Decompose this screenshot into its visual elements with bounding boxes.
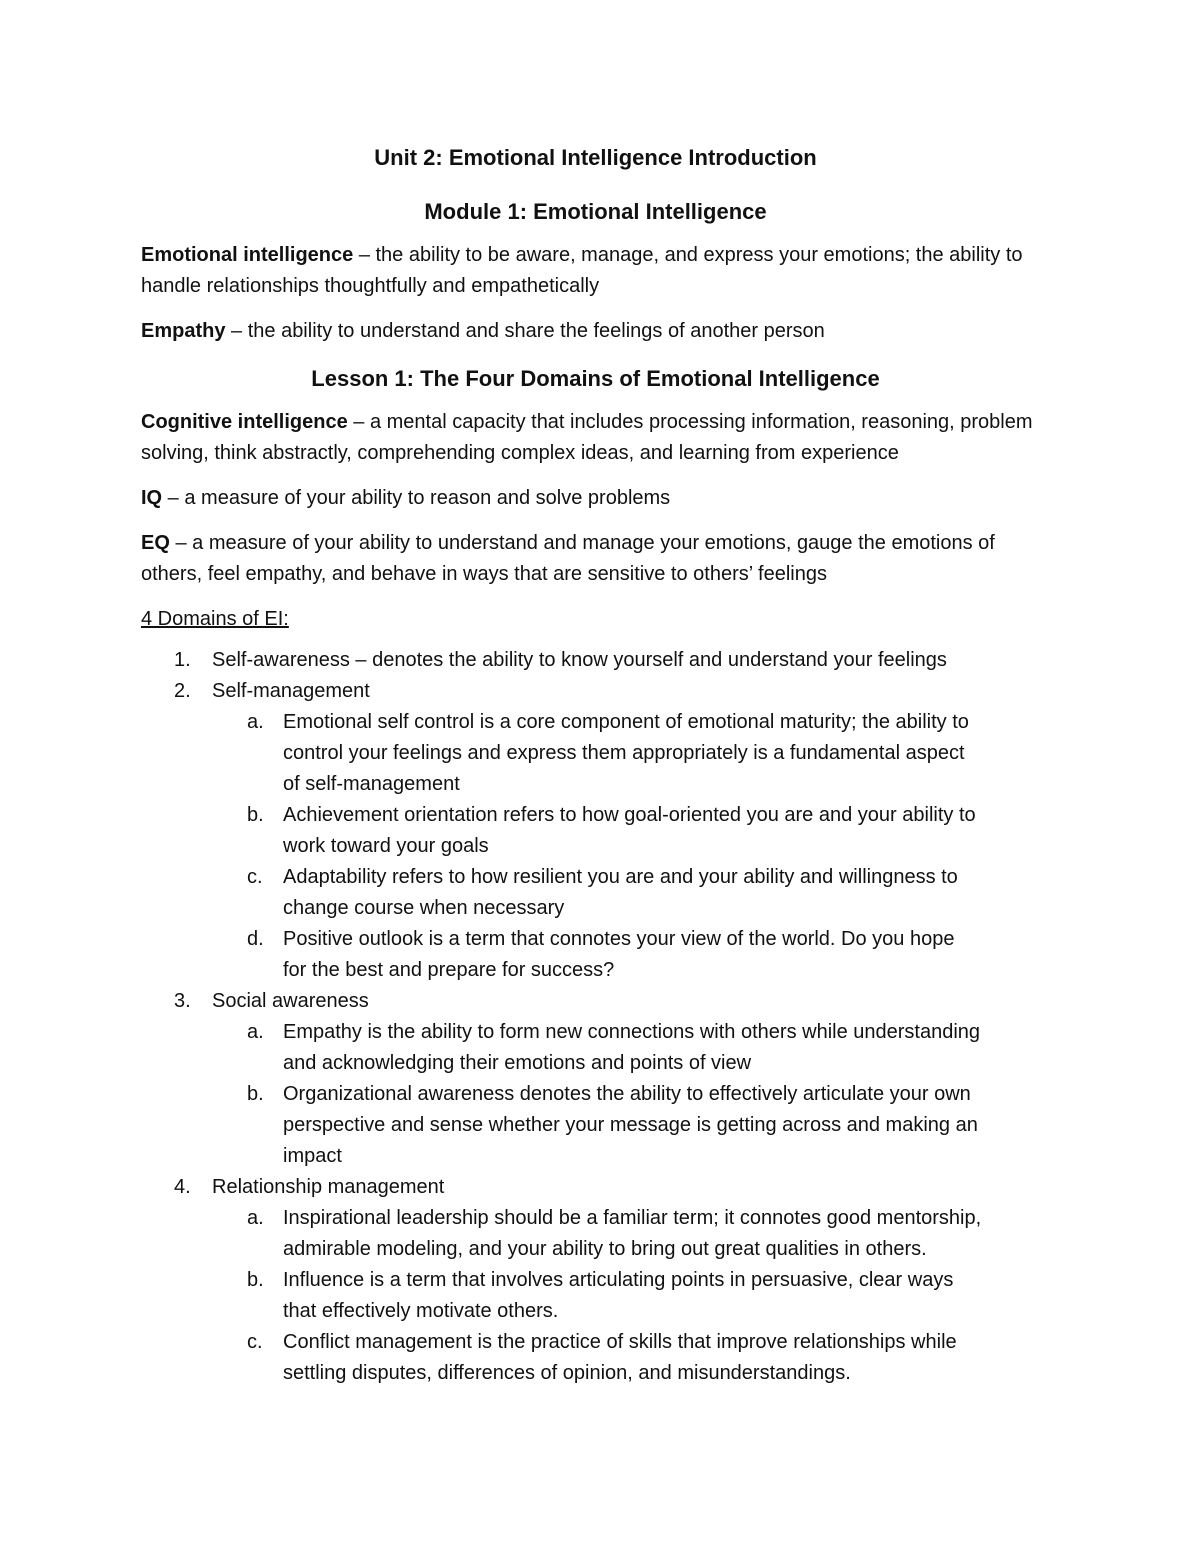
definition-term: Cognitive intelligence: [141, 411, 348, 433]
definition-term: IQ: [141, 487, 163, 509]
list-letter: a.: [247, 1207, 264, 1229]
definition-term: Emotional intelligence: [141, 244, 354, 266]
domain-item: [141, 1172, 1050, 1389]
domains-list: [141, 645, 1050, 1389]
domain-text: Relationship management: [212, 1176, 445, 1198]
definition-term: Empathy: [141, 320, 226, 342]
sub-item: [212, 1327, 983, 1389]
sub-list: [212, 1203, 1050, 1389]
definition-text: – the ability to be aware, manage, and express your emotions; the ability to handle relationships thoughtfully and empathetically: [141, 244, 1023, 297]
sub-item: [212, 1079, 983, 1172]
sub-item-text: Empathy is the ability to form new connections with others while understanding and acknowledging their emotions and points of view: [283, 1021, 981, 1074]
sub-item-text: Organizational awareness denotes the ability to effectively articulate your own perspective and sense whether your message is getting across and making an impact: [283, 1083, 978, 1167]
list-number: 3.: [174, 990, 191, 1012]
list-letter: c.: [247, 1331, 263, 1353]
list-letter: b.: [247, 1083, 264, 1105]
definition-eq: [141, 528, 1056, 590]
definition-empathy: [141, 316, 1056, 347]
list-number: 4.: [174, 1176, 191, 1198]
sub-item: [212, 862, 983, 924]
sub-list: [212, 707, 1050, 986]
sub-item: [212, 1017, 983, 1079]
sub-list: [212, 1017, 1050, 1172]
sub-item: [212, 1203, 983, 1265]
definition-cognitive-intelligence: [141, 407, 1056, 469]
definition-term: EQ: [141, 532, 170, 554]
unit-title: Unit 2: Emotional Intelligence Introduction: [374, 145, 817, 170]
sub-item-text: Achievement orientation refers to how goal-oriented you are and your ability to work toward your goals: [283, 804, 976, 857]
sub-item: [212, 800, 983, 862]
module-title: Module 1: Emotional Intelligence: [424, 199, 767, 224]
list-number: 2.: [174, 680, 191, 702]
list-letter: c.: [247, 866, 263, 888]
definition-text: – the ability to understand and share the feelings of another person: [225, 320, 825, 342]
list-letter: b.: [247, 804, 264, 826]
definition-text: – a measure of your ability to reason and solve problems: [162, 487, 671, 509]
sub-item-text: Influence is a term that involves articulating points in persuasive, clear ways that effectively motivate others.: [283, 1269, 954, 1322]
domain-text: Social awareness: [212, 990, 369, 1012]
lesson-title: Lesson 1: The Four Domains of Emotional Intelligence: [311, 366, 880, 391]
sub-item-text: Adaptability refers to how resilient you are and your ability and willingness to change course when necessary: [283, 866, 958, 919]
list-letter: a.: [247, 1021, 264, 1043]
sub-item-text: Inspirational leadership should be a familiar term; it connotes good mentorship, admirable modeling, and your ability to bring out great qualities in others.: [283, 1207, 982, 1260]
sub-item-text: Emotional self control is a core component of emotional maturity; the ability to control your feelings and express them appropriately is a fundamental aspect of self-management: [283, 711, 969, 795]
list-letter: a.: [247, 711, 264, 733]
domain-item: [141, 986, 1050, 1172]
domain-text: Self-awareness – denotes the ability to know yourself and understand your feelings: [212, 649, 947, 671]
sub-item-text: Positive outlook is a term that connotes your view of the world. Do you hope for the best and prepare for success?: [283, 928, 955, 981]
sub-item: [212, 707, 983, 800]
list-number: 1.: [174, 649, 191, 671]
domains-label: 4 Domains of EI:: [141, 608, 289, 630]
definition-emotional-intelligence: [141, 240, 1056, 302]
definition-text: – a mental capacity that includes processing information, reasoning, problem solving, think abstractly, comprehending complex ideas, and learning from experience: [141, 411, 1033, 464]
definition-iq: [141, 483, 1056, 514]
domain-text: Self-management: [212, 680, 370, 702]
list-letter: b.: [247, 1269, 264, 1291]
list-letter: d.: [247, 928, 264, 950]
domain-item: [141, 676, 1050, 986]
sub-item: [212, 924, 983, 986]
definition-text: – a measure of your ability to understand and manage your emotions, gauge the emotions of others, feel empathy, and behave in ways that are sensitive to others’ feelings: [141, 532, 995, 585]
sub-item-text: Conflict management is the practice of skills that improve relationships while settling disputes, differences of opinion, and misunderstandings.: [283, 1331, 957, 1384]
domain-item: [141, 645, 1050, 676]
sub-item: [212, 1265, 983, 1327]
